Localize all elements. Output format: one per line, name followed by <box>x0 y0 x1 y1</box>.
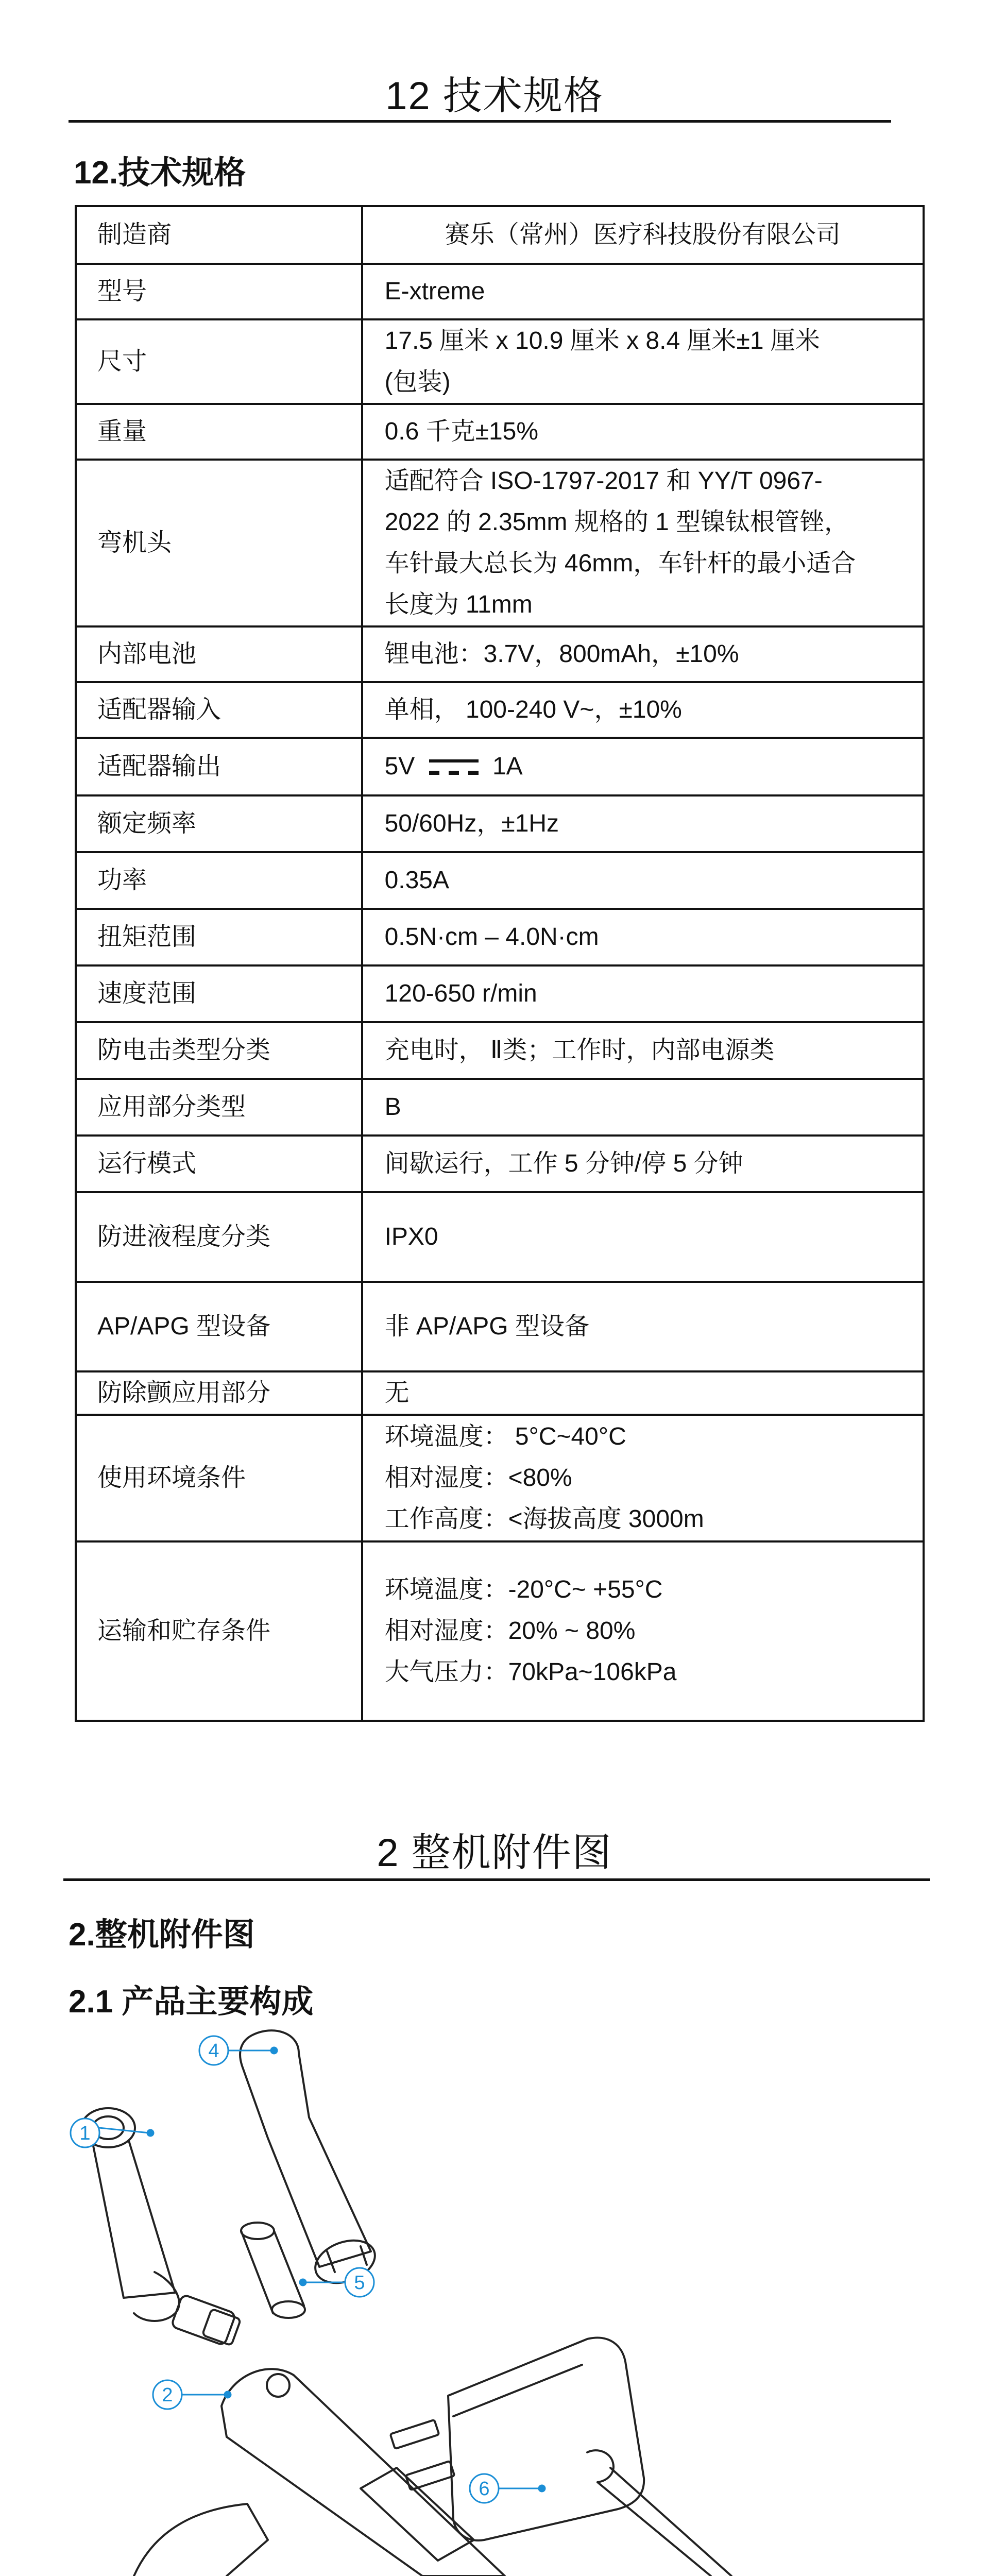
spec-label: 额定频率 <box>76 795 362 852</box>
spec-value: 环境温度： 5°C~40°C 相对湿度：<80% 工作高度：<海拔高度 3000m <box>362 1415 924 1541</box>
spec-value: 无 <box>362 1371 924 1415</box>
spec-label: 适配器输入 <box>76 682 362 738</box>
callout-number: 5 <box>354 2272 365 2294</box>
table-row <box>76 626 924 682</box>
spec-label: 运行模式 <box>76 1136 362 1192</box>
spec-value: 充电时， Ⅱ类；工作时，内部电源类 <box>362 1022 924 1079</box>
spec-value: 0.5N·cm – 4.0N·cm <box>362 909 924 965</box>
section-rule <box>63 1878 930 1881</box>
table-row <box>76 206 924 264</box>
spec-value: 赛乐（常州）医疗科技股份有限公司 <box>362 206 924 264</box>
spec-value: 环境温度：-20°C~ +55°C 相对湿度：20% ~ 80% 大气压力：70kPa~106kPa <box>362 1541 924 1721</box>
spec-value: E-xtreme <box>362 264 924 319</box>
spec-label: 防除颤应用部分 <box>76 1371 362 1415</box>
callout-number: 6 <box>479 2478 490 2500</box>
specs-heading: 12.技术规格 <box>74 155 246 191</box>
table-row <box>76 1079 924 1136</box>
spec-value: B <box>362 1079 924 1136</box>
table-row <box>76 460 924 626</box>
callout-number: 4 <box>208 2040 219 2062</box>
accessories-heading: 2.整机附件图 <box>69 1917 255 1953</box>
table-row <box>76 319 924 404</box>
spec-label: 重量 <box>76 404 362 460</box>
spec-label: 内部电池 <box>76 626 362 682</box>
table-row <box>76 1022 924 1079</box>
spec-value: 50/60Hz，±1Hz <box>362 795 924 852</box>
spec-value: 非 AP/APG 型设备 <box>362 1282 924 1371</box>
spec-label: 运输和贮存条件 <box>76 1541 362 1721</box>
spec-label: 型号 <box>76 264 362 319</box>
adapter-output-current: 1A <box>492 753 523 780</box>
table-row <box>76 965 924 1022</box>
spec-label: 弯机头 <box>76 460 362 626</box>
contra-angle-handpiece-illustration <box>81 2108 241 2346</box>
spec-value: 0.35A <box>362 852 924 909</box>
adapter-output-voltage: 5V <box>384 753 415 780</box>
table-row <box>76 1371 924 1415</box>
components-subheading: 2.1 产品主要构成 <box>69 1984 314 2020</box>
spec-label: 防电击类型分类 <box>76 1022 362 1079</box>
spec-label: AP/APG 型设备 <box>76 1282 362 1371</box>
adapter-cylinder-illustration <box>241 2223 305 2318</box>
spec-label: 速度范围 <box>76 965 362 1022</box>
table-row <box>76 264 924 319</box>
sheath-illustration <box>240 2030 381 2291</box>
spec-value: 120-650 r/min <box>362 965 924 1022</box>
spec-label: 制造商 <box>76 206 362 264</box>
spec-label: 尺寸 <box>76 319 362 404</box>
callout-5 <box>300 2268 374 2297</box>
table-row <box>76 1541 924 1721</box>
table-row <box>76 1415 924 1541</box>
spec-label: 适配器输出 <box>76 738 362 795</box>
spec-value: 间歇运行，工作 5 分钟/停 5 分钟 <box>362 1136 924 1192</box>
table-row <box>76 1136 924 1192</box>
spec-value: 0.6 千克±15% <box>362 404 924 460</box>
callout-2 <box>153 2380 231 2409</box>
section-title-accessories: 2 整机附件图 <box>377 1831 612 1875</box>
spec-value: 适配符合 ISO-1797-2017 和 YY/T 0967- 2022 的 2.35mm 规格的 1 型镍钛根管锉， 车针最大总长为 46mm，车针杆的最小适合 长度为 11mm <box>362 460 924 626</box>
callout-4 <box>199 2036 277 2065</box>
spec-value: 单相， 100-240 V~，±10% <box>362 682 924 738</box>
dc-symbol-icon <box>428 757 480 778</box>
spec-label: 使用环境条件 <box>76 1415 362 1541</box>
section-title-specs: 12 技术规格 <box>385 74 604 118</box>
table-row <box>76 404 924 460</box>
section-rule <box>69 120 891 123</box>
table-row <box>76 1282 924 1371</box>
table-row <box>76 738 924 795</box>
callout-1 <box>71 2119 154 2147</box>
spec-value: 锂电池：3.7V，800mAh，±10% <box>362 626 924 682</box>
spec-value: IPX0 <box>362 1192 924 1282</box>
spec-label: 应用部分类型 <box>76 1079 362 1136</box>
spec-label: 扭矩范围 <box>76 909 362 965</box>
spec-value <box>362 738 924 795</box>
table-row <box>76 682 924 738</box>
callout-number: 2 <box>162 2384 173 2406</box>
table-row <box>76 795 924 852</box>
spec-label: 防进液程度分类 <box>76 1192 362 1282</box>
spec-table <box>75 205 925 1722</box>
spec-value: 17.5 厘米 x 10.9 厘米 x 8.4 厘米±1 厘米 (包装) <box>362 319 924 404</box>
product-components-illustration <box>0 2025 989 2576</box>
table-row <box>76 1192 924 1282</box>
callout-6 <box>470 2474 545 2503</box>
table-row <box>76 852 924 909</box>
callout-number: 1 <box>79 2123 91 2144</box>
spec-label: 功率 <box>76 852 362 909</box>
table-row <box>76 909 924 965</box>
power-adapter-illustration <box>390 2337 731 2576</box>
